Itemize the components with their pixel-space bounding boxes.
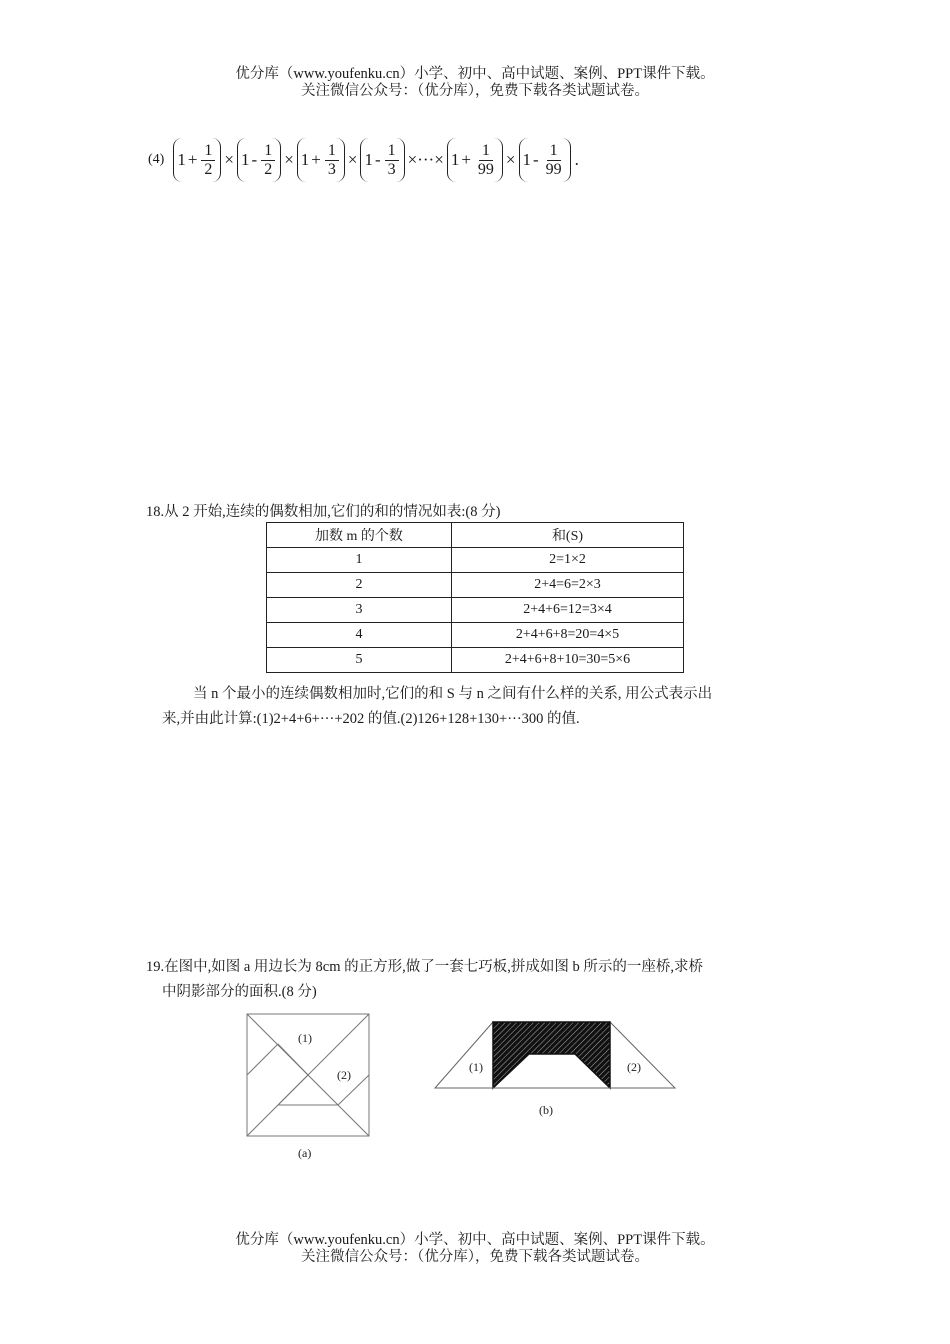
q17-part4-label: (4) — [148, 152, 165, 167]
column-header: 加数 m 的个数 — [267, 523, 452, 548]
sum-table — [266, 522, 684, 673]
factor-2 — [237, 138, 281, 182]
table-cell: 5 — [267, 648, 452, 673]
header-line-2: 关注微信公众号：（优分库），免费下载各类试题试卷。 — [301, 83, 649, 99]
table-row — [267, 623, 684, 648]
bridge-left-triangle — [435, 1022, 493, 1088]
minus-sign: - — [251, 150, 258, 169]
figure-b-caption: (b) — [539, 1103, 553, 1117]
period: . — [574, 150, 579, 169]
minus-sign: - — [533, 150, 539, 169]
term-one: 1 — [364, 150, 373, 169]
plus-sign: + — [461, 150, 471, 169]
fraction-1-3 — [325, 142, 339, 179]
denominator: 3 — [387, 160, 396, 178]
q19-prompt-line-1: 19.在图中,如图 a 用边长为 8cm 的正方形,做了一套七巧板,拼成如图 b 所示的一座桥,求桥 — [146, 959, 704, 975]
plus-sign: + — [187, 150, 198, 169]
figure-a-label-1: (1) — [298, 1031, 312, 1045]
fraction-1-3 — [385, 142, 399, 179]
tangram-line — [278, 1044, 308, 1075]
factor-3 — [297, 138, 345, 182]
figure-a-tangram — [240, 1005, 390, 1165]
tangram-line — [247, 1044, 278, 1075]
q18-prompt: 18.从 2 开始,连续的偶数相加,它们的和的情况如表:(8 分) — [146, 504, 501, 520]
table-cell: 2+4+6+8=20=4×5 — [452, 623, 684, 648]
numerator: 1 — [385, 142, 399, 161]
term-one: 1 — [300, 150, 310, 169]
denominator: 3 — [327, 160, 336, 178]
q19-prompt-line-2: 中阴影部分的面积.(8 分) — [162, 984, 317, 1000]
ellipsis-times: ×···× — [407, 150, 444, 169]
times-sign: × — [224, 150, 235, 169]
q17-part4-expression — [146, 138, 581, 182]
fraction-1-2 — [201, 142, 215, 179]
factor-5 — [447, 138, 503, 182]
numerator: 1 — [201, 142, 215, 161]
minus-sign: - — [374, 150, 381, 169]
fraction-1-2 — [261, 142, 275, 179]
times-sign: × — [284, 150, 294, 169]
table-cell: 2+4+6+8+10=30=5×6 — [452, 648, 684, 673]
factor-6 — [519, 138, 571, 182]
figure-b-label-1: (1) — [469, 1060, 483, 1074]
column-header: 和(S) — [452, 523, 684, 548]
fraction-1-99 — [475, 142, 497, 179]
figure-b-label-2: (2) — [627, 1060, 641, 1074]
table-cell: 2 — [267, 573, 452, 598]
header-line-1: 优分库（www.youfenku.cn）小学、初中、高中试题、案例、PPT课件下载。 — [235, 66, 715, 82]
factor-4 — [360, 138, 404, 182]
plus-sign: + — [311, 150, 321, 169]
table-header-row — [267, 523, 684, 548]
table-row — [267, 548, 684, 573]
times-sign: × — [505, 150, 516, 169]
term-one: 1 — [450, 150, 460, 169]
denominator: 99 — [477, 160, 494, 178]
numerator: 1 — [479, 142, 493, 161]
page-header — [0, 66, 950, 100]
numerator: 1 — [261, 142, 275, 161]
table-cell: 4 — [267, 623, 452, 648]
table-row — [267, 573, 684, 598]
denominator: 2 — [264, 160, 273, 178]
term-one: 1 — [241, 150, 250, 169]
table-row — [267, 598, 684, 623]
term-one: 1 — [522, 150, 531, 169]
page-footer — [0, 1232, 950, 1266]
figure-a-caption: (a) — [298, 1146, 312, 1160]
bridge-right-triangle — [610, 1022, 675, 1088]
table-cell: 2+4=6=2×3 — [452, 573, 684, 598]
figure-a-label-2: (2) — [337, 1068, 351, 1082]
fraction-1-99 — [543, 142, 565, 179]
bridge-shaded-region — [493, 1022, 610, 1088]
q18-text-line-2: 来,并由此计算:(1)2+4+6+···+202 的值.(2)126+128+130+···300 的值. — [162, 711, 580, 727]
table-row — [267, 648, 684, 673]
table-cell: 2+4+6=12=3×4 — [452, 598, 684, 623]
times-sign: × — [347, 150, 358, 169]
numerator: 1 — [325, 142, 339, 161]
tangram-line — [278, 1075, 308, 1105]
term-one: 1 — [177, 150, 186, 169]
table-cell: 2=1×2 — [452, 548, 684, 573]
numerator: 1 — [547, 142, 561, 161]
figure-b-bridge — [425, 1012, 685, 1122]
denominator: 99 — [545, 160, 562, 178]
table-cell: 1 — [267, 548, 452, 573]
table-cell: 3 — [267, 598, 452, 623]
footer-line-2: 关注微信公众号：（优分库），免费下载各类试题试卷。 — [301, 1249, 649, 1265]
footer-line-1: 优分库（www.youfenku.cn）小学、初中、高中试题、案例、PPT课件下载。 — [235, 1232, 715, 1248]
denominator: 2 — [204, 160, 213, 178]
q18-text-line-1: 当 n 个最小的连续偶数相加时,它们的和 S 与 n 之间有什么样的关系, 用公式表示出 — [193, 686, 713, 702]
factor-1 — [173, 138, 221, 182]
